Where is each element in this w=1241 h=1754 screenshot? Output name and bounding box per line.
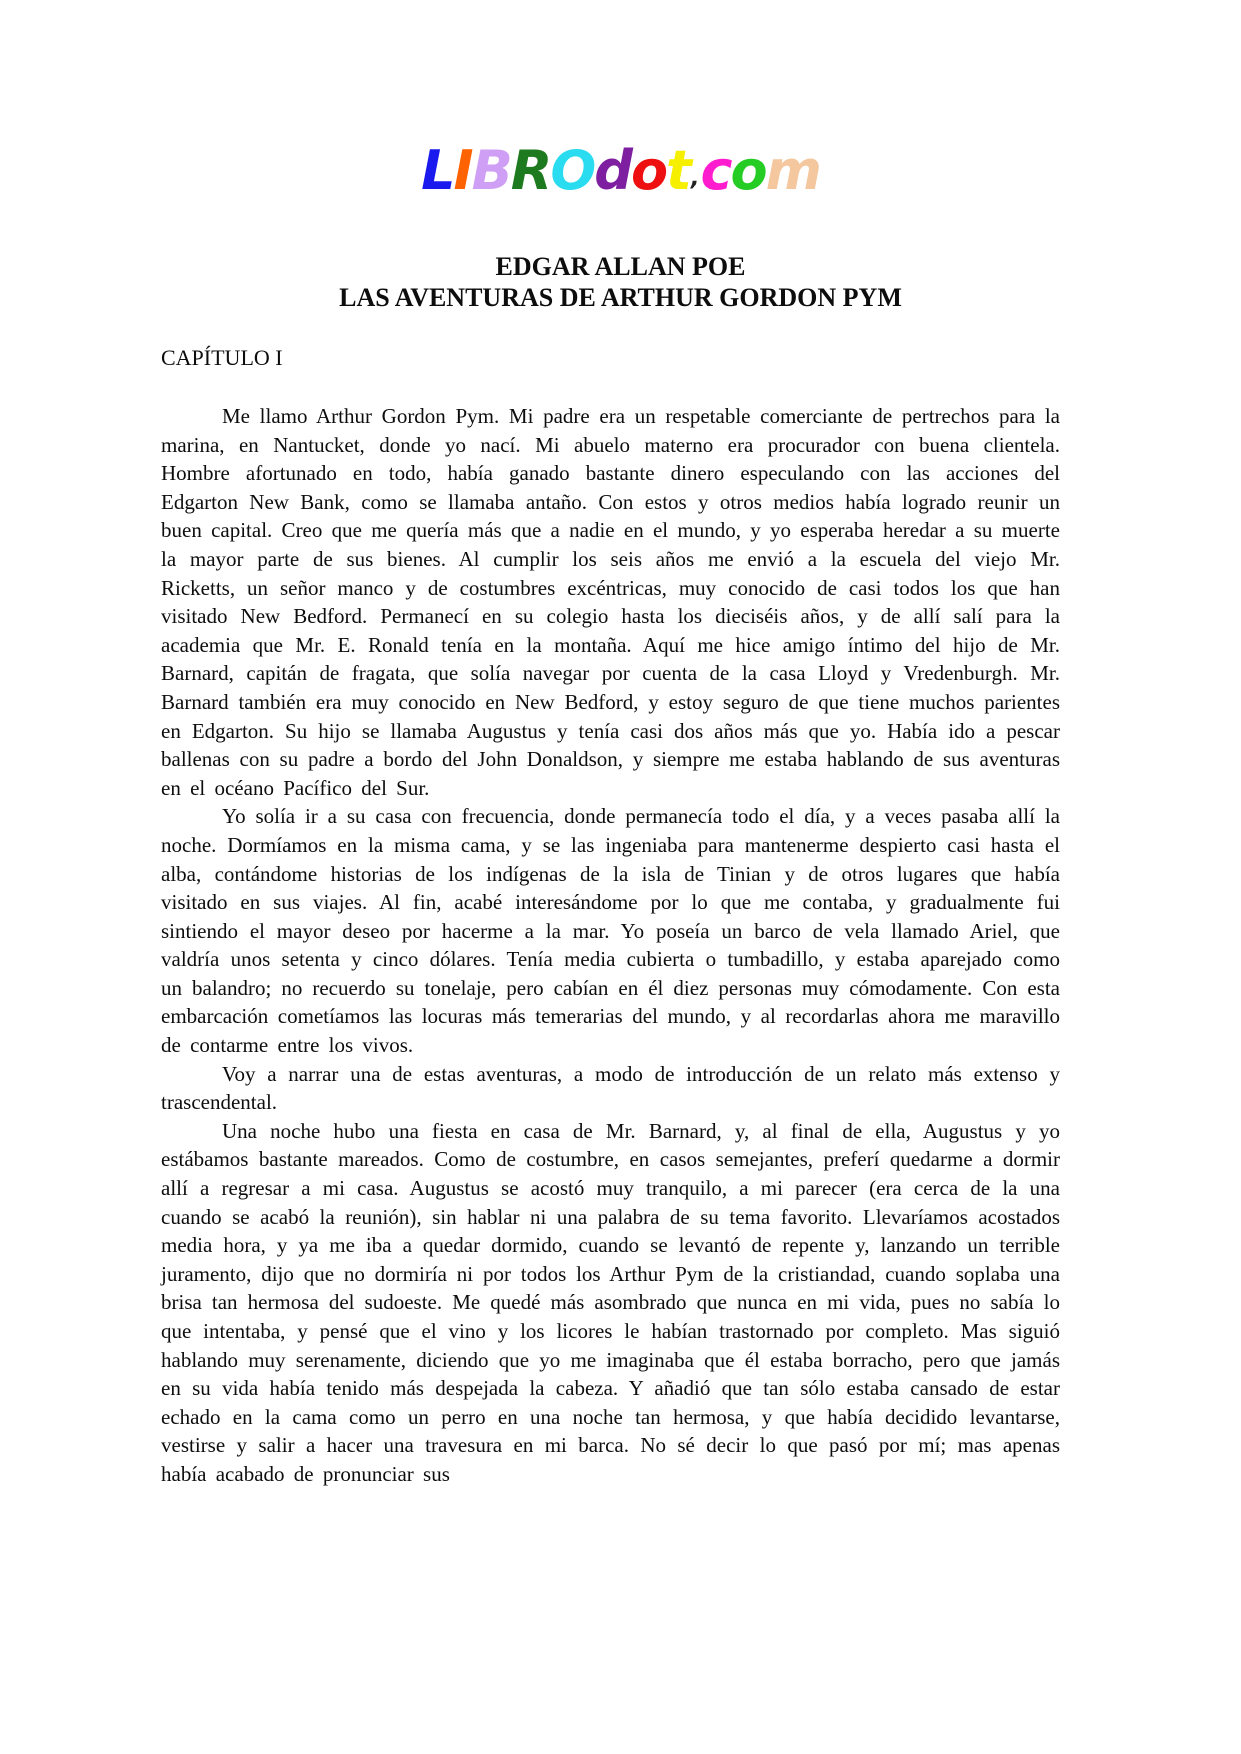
paragraph: Yo solía ir a su casa con frecuencia, donde permanecía todo el día, y a veces pasaba allí la noche. Dormíamos en la misma cama, y se las ingeniaba para mantenerme despierto casi hasta el alba, contándome historias de los indígenas de la isla de Tinian y de otros lugares que había visitado en sus viajes. Al fin, acabé interesándome por lo que me contaba, y gradualmente fui sintiendo el mayor deseo por hacerme a la mar. Yo poseía un barco de vela llamado Ariel, que valdría unos setenta y cinco dólares. Tenía media cubierta o tumbadillo, y estaba aparejado como un balandro; no recuerdo su tonelaje, pero cabían en él diez personas muy cómodamente. Con esta embarcación cometíamos las locuras más temerarias del mundo, y al recordarlas ahora me maravillo de contarme entre los vivos. [161,804,1060,1058]
logo-letter: B [471,139,511,202]
librodot-logo [0,138,1241,215]
paragraph: Una noche hubo una fiesta en casa de Mr. Barnard, y, al final de ella, Augustus y yo estábamos bastante mareados. Como de costumbre, en casos semejantes, preferí quedarme a dormir allí a regresar a mi casa. Augustus se acostó muy tranquilo, a mi parecer (era cerca de la una cuando se acabó la reunión), sin hablar ni una palabra de su tema favorito. Llevaríamos acostados media hora, y ya me iba a quedar dormido, cuando se levantó de repente y, lanzando un terrible juramento, dijo que no dormiría ni por todos los Arthur Pym de la cristiandad, cuando soplaba una brisa tan hermosa del sudoeste. Me quedé más asombrado que nunca en mi vida, pues no sabía lo que intentaba, y pensé que el vino y los licores le habían trastornado por completo. Mas siguió hablando muy serenamente, diciendo que yo me imaginaba que él estaba borracho, pero que jamás en su vida había tenido más despejada la cabeza. Y añadió que tan sólo estaba cansado de estar echado en la cama como un perro en una noche tan hermosa, y que había decidido levantarse, vestirse y salir a hacer una travesura en mi barca. No sé decir lo que pasó por mí; mas apenas había acabado de pronunciar sus [161,1118,1060,1486]
author-name: EDGAR ALLAN POE [495,252,746,281]
book-title: LAS AVENTURAS DE ARTHUR GORDON PYM [339,283,902,312]
logo-letter: O [550,139,595,202]
paragraph: Voy a narrar una de estas aventuras, a modo de introducción de un relato más extenso y trascendental. [161,1061,1060,1115]
logo-letter: t [666,139,690,202]
logo-letter: d [594,139,631,202]
logo-letter: c [700,139,731,202]
title-block [0,251,1241,313]
logo-letter: , [690,165,698,191]
logo-letter: I [453,139,472,202]
paragraph: Me llamo Arthur Gordon Pym. Mi padre era un respetable comerciante de pertrechos para la marina, en Nantucket, donde yo nací. Mi abuelo materno era procurador con buena clientela. Hombre afortunado en todo, había ganado bastante dinero especulando con las acciones del Edgarton New Bank, como se llamaba antaño. Con estos y otros medios había logrado reunir un buen capital. Creo que me quería más que a nadie en el mundo, y yo esperaba heredar a su muerte la mayor parte de sus bienes. Al cumplir los seis años me envió a la escuela del viejo Mr. Ricketts, un señor manco y de costumbres excéntricas, muy conocido de casi todos los que han visitado New Bedford. Permanecí en su colegio hasta los dieciséis años, y de allí salí para la academia que Mr. E. Ronald tenía en la montaña. Aquí me hice amigo íntimo del hijo de Mr. Barnard, capitán de fragata, que solía navegar por cuenta de la casa Lloyd y Vredenburgh. Mr. Barnard también era muy conocido en New Bedford, y estoy seguro de que tiene muchos parientes en Edgarton. Su hijo se llamaba Augustus y tenía casi dos años más que yo. Había ido a pescar ballenas con su padre a bordo del John Donaldson, y siempre me estaba hablando de sus aventuras en el océano Pacífico del Sur. [161,404,1060,800]
logo-letter: m [765,139,820,202]
logo-letter: L [421,139,454,202]
logo-letter: o [730,139,766,202]
body-text [161,402,1060,1489]
logo-letter: R [510,139,551,202]
chapter-heading: CAPÍTULO I [161,345,283,370]
logo-letter: o [630,139,667,202]
